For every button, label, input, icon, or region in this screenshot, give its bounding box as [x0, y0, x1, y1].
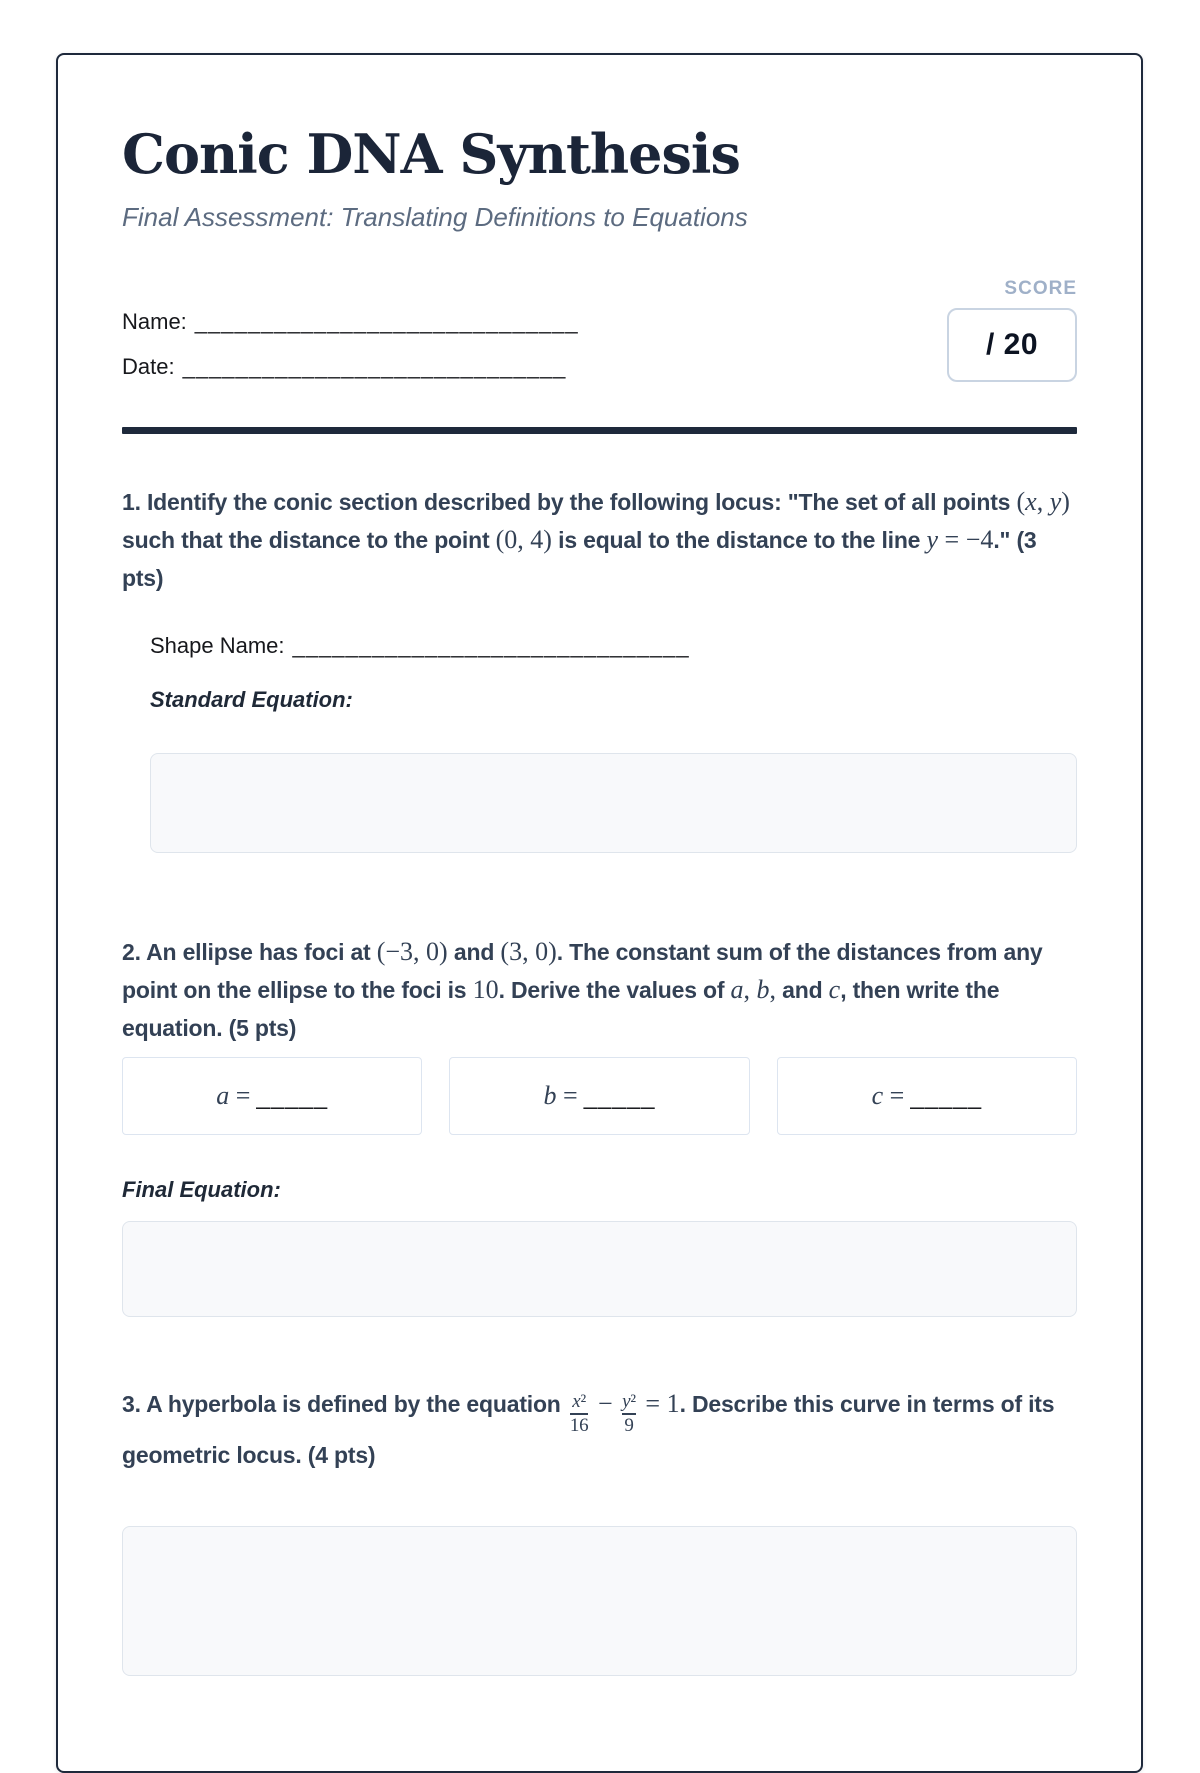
section-divider [122, 427, 1077, 434]
abc-row [122, 1057, 1077, 1135]
q2-answer-box[interactable] [122, 1221, 1077, 1317]
worksheet-title: Conic DNA Synthesis [122, 122, 740, 186]
abc-box-a[interactable] [122, 1057, 422, 1135]
abc-box-c-label: c = _____ [871, 1081, 983, 1110]
final-equation-label: Final Equation: [122, 1177, 281, 1202]
score-box[interactable] [947, 308, 1077, 382]
question-1-text: 1. Identify the conic section described by the following locus: "The set of all points (x, y) such that the distance to the point (0, 4) is equal to the distance to the line y = −4." (3 pts) [122, 487, 1070, 591]
date-field [122, 354, 579, 380]
question-3-text: 3. A hyperbola is defined by the equation $\frac{\text{x²}}{16}$ − $\frac{\text{y²}}{9}$ = 1. Describe this curve in terms of its geometric locus. (4 pts) [122, 1389, 1055, 1468]
question-2 [122, 933, 1077, 1317]
shape-name-label: Shape Name: [150, 633, 285, 658]
shape-name-field [150, 633, 1077, 659]
question-1 [122, 483, 1077, 853]
date-blank[interactable]: _____________________________ [182, 354, 567, 379]
q1-answer-box[interactable] [150, 753, 1077, 853]
score-label: SCORE [1004, 278, 1077, 299]
q3-answer-box[interactable] [122, 1526, 1077, 1676]
abc-box-b-label: b = _____ [543, 1081, 656, 1110]
student-fields [122, 309, 579, 380]
name-blank[interactable]: _____________________________ [194, 309, 579, 334]
abc-box-c[interactable] [777, 1057, 1077, 1135]
name-label: Name: [122, 309, 187, 334]
shape-name-blank[interactable]: ______________________________ [292, 633, 690, 658]
question-2-text: 2. An ellipse has foci at (−3, 0) and (3, 0). The constant sum of the distances from any point on the ellipse to the foci is 10. Derive the values of a, b, and c, then write the equation. (5 pts) [122, 937, 1043, 1041]
meta-row [122, 279, 1077, 382]
abc-box-b[interactable] [449, 1057, 749, 1135]
score-value: / 20 [985, 328, 1039, 361]
worksheet-card [56, 53, 1143, 1773]
standard-equation-label: Standard Equation: [150, 687, 353, 712]
name-field [122, 309, 579, 335]
abc-box-a-label: a = _____ [216, 1081, 329, 1110]
score-panel [947, 279, 1077, 382]
question-3 [122, 1385, 1077, 1676]
date-label: Date: [122, 354, 175, 379]
worksheet-subtitle: Final Assessment: Translating Definitions to Equations [122, 202, 748, 232]
